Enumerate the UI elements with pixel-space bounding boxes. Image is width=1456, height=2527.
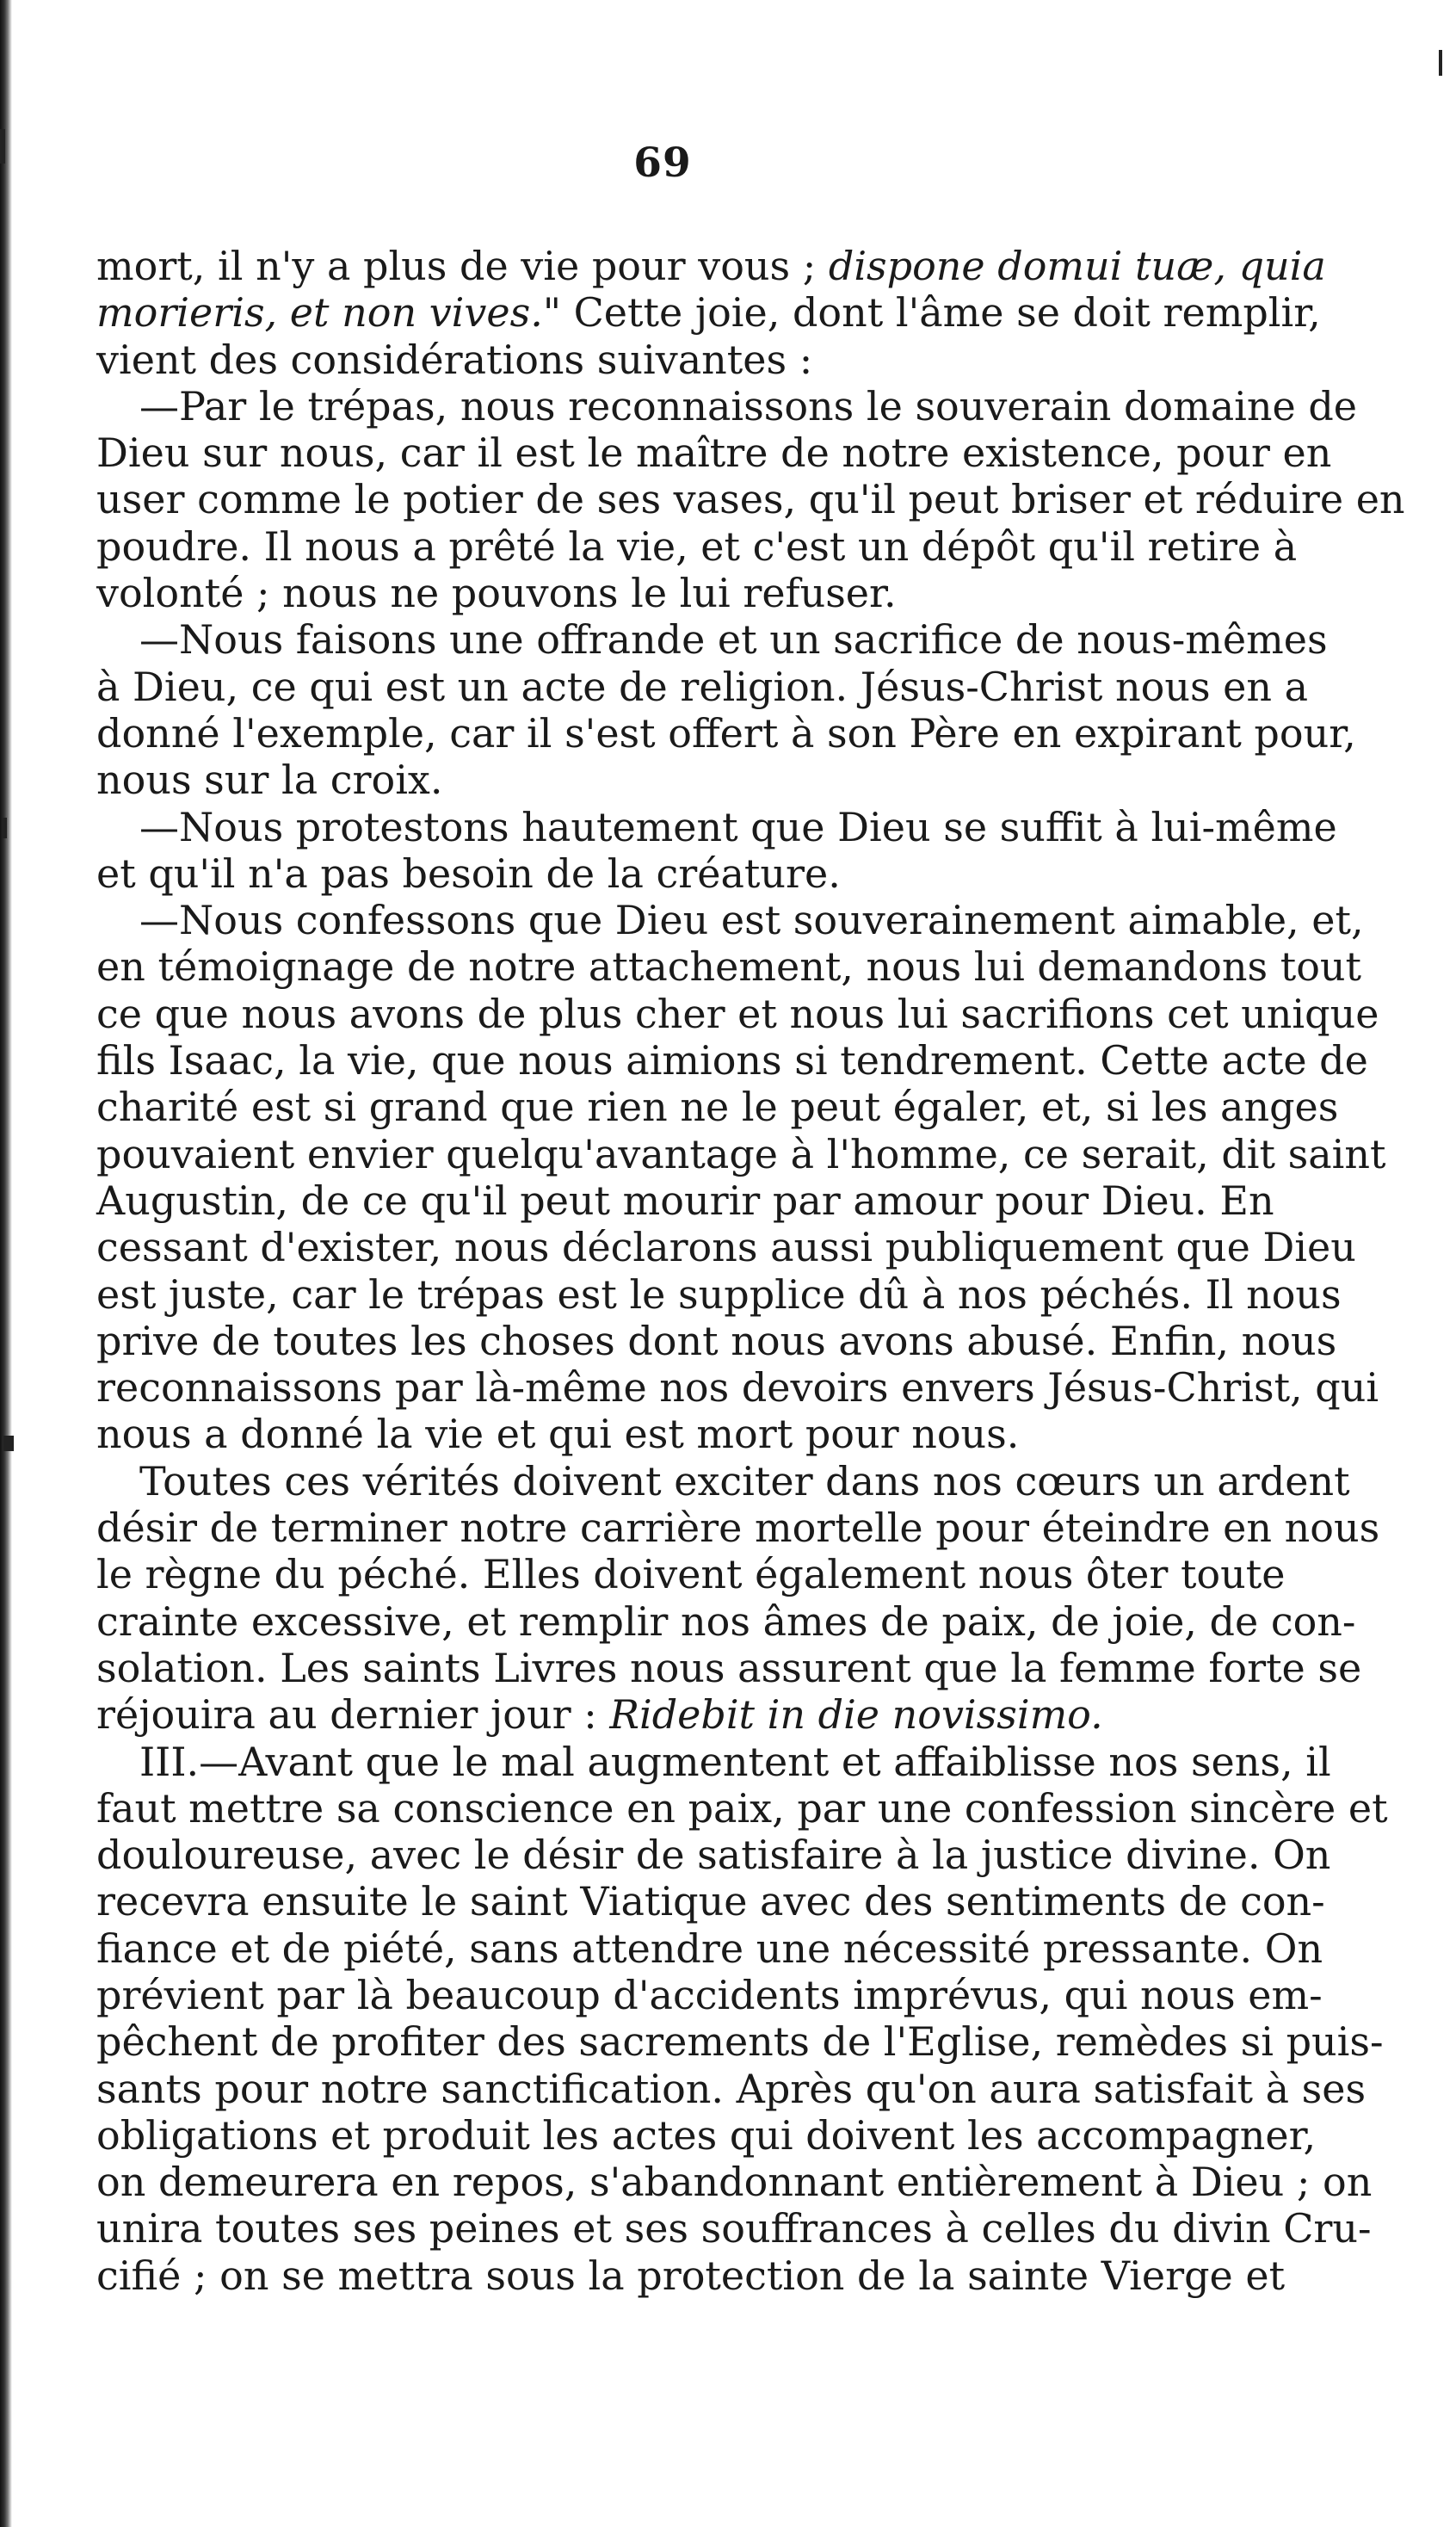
text-line: douloureuse, avec le désir de satisfaire à la justice divine. On bbox=[96, 1832, 1331, 1879]
text-line: nous a donné la vie et qui est mort pour nous. bbox=[96, 1411, 1020, 1458]
text-line: vient des considérations suivantes : bbox=[96, 336, 813, 383]
text-line: prévient par là beaucoup d'accidents imprévus, qui nous em- bbox=[96, 1971, 1323, 2018]
text-line: prive de toutes les choses dont nous avons abusé. Enfin, nous bbox=[96, 1317, 1337, 1364]
text-line: crainte excessive, et remplir nos âmes de paix, de joie, de con- bbox=[96, 1597, 1356, 1645]
edge-mark bbox=[2, 818, 7, 838]
text-line: —Nous faisons une offrande et un sacrifice de nous-mêmes bbox=[139, 616, 1328, 664]
text-line: fils Isaac, la vie, que nous aimions si tendrement. Cette acte de bbox=[96, 1037, 1368, 1084]
text-line: obligations et produit les actes qui doivent les accompagner, bbox=[96, 2111, 1317, 2159]
text-line: Augustin, de ce qu'il peut mourir par amour pour Dieu. En bbox=[96, 1177, 1274, 1224]
text-line: désir de terminer notre carrière mortelle pour éteindre en nous bbox=[96, 1504, 1380, 1552]
text-line: —Nous protestons hautement que Dieu se suffit à lui-même bbox=[139, 803, 1337, 850]
text-line: réjouira au dernier jour : Ridebit in die novissimo. bbox=[96, 1691, 1103, 1739]
text-line: pêchent de profiter des sacrements de l'Eglise, remèdes si puis- bbox=[96, 2018, 1384, 2066]
text-line: à Dieu, ce qui est un acte de religion. Jésus-Christ nous en a bbox=[96, 663, 1309, 710]
text-line: on demeurera en repos, s'abandonnant entièrement à Dieu ; on bbox=[96, 2159, 1373, 2206]
text-line: et qu'il n'a pas besoin de la créature. bbox=[96, 850, 841, 897]
text-line: faut mettre sa conscience en paix, par une confession sincère et bbox=[96, 1784, 1388, 1832]
edge-mark bbox=[1439, 50, 1442, 76]
text-line: unira toutes ses peines et ses souffrances à celles du divin Cru- bbox=[96, 2205, 1372, 2252]
body-text bbox=[96, 243, 1405, 2299]
text-line: est juste, car le trépas est le supplice dû à nos péchés. Il nous bbox=[96, 1270, 1342, 1318]
text-line: pouvaient envier quelqu'avantage à l'homme, ce serait, dit saint bbox=[96, 1130, 1386, 1177]
text-line: fiance et de piété, sans attendre une nécessité pressante. On bbox=[96, 1925, 1323, 1972]
text-line: —Nous confessons que Dieu est souverainement aimable, et, bbox=[139, 897, 1364, 944]
text-line: poudre. Il nous a prêté la vie, et c'est un dépôt qu'il retire à bbox=[96, 522, 1298, 570]
edge-mark bbox=[3, 1436, 14, 1451]
text-line: mort, il n'y a plus de vie pour vous ; dispone domui tuæ, quia bbox=[96, 243, 1326, 289]
page-left-edge-shadow bbox=[0, 0, 12, 2527]
text-line: cifié ; on se mettra sous la protection de la sainte Vierge et bbox=[96, 2252, 1286, 2299]
text-line: le règne du péché. Elles doivent également nous ôter toute bbox=[96, 1551, 1286, 1598]
text-line: sants pour notre sanctification. Après qu'on aura satisfait à ses bbox=[96, 2065, 1367, 2112]
text-line: nous sur la croix. bbox=[96, 757, 443, 804]
text-line: III.—Avant que le mal augmentent et affaiblisse nos sens, il bbox=[139, 1738, 1331, 1785]
text-line: —Par le trépas, nous reconnaissons le souverain domaine de bbox=[139, 382, 1357, 429]
text-line: cessant d'exister, nous déclarons aussi publiquement que Dieu bbox=[96, 1224, 1356, 1271]
text-line: recevra ensuite le saint Viatique avec des sentiments de con- bbox=[96, 1878, 1325, 1925]
text-line: solation. Les saints Livres nous assurent que la femme forte se bbox=[96, 1644, 1362, 1691]
text-line: reconnaissons par là-même nos devoirs envers Jésus-Christ, qui bbox=[96, 1364, 1379, 1412]
text-line: user comme le potier de ses vases, qu'il peut briser et réduire en bbox=[96, 476, 1405, 523]
text-line: charité est si grand que rien ne le peut égaler, et, si les anges bbox=[96, 1084, 1339, 1131]
text-line: volonté ; nous ne pouvons le lui refuser. bbox=[96, 570, 897, 617]
text-line: Toutes ces vérités doivent exciter dans nos cœurs un ardent bbox=[139, 1457, 1350, 1504]
text-line: morieris, et non vives." Cette joie, dont l'âme se doit remplir, bbox=[96, 289, 1321, 337]
page-number: 69 bbox=[633, 139, 692, 187]
text-line: ce que nous avons de plus cher et nous lui sacrifions cet unique bbox=[96, 990, 1379, 1037]
text-line: en témoignage de notre attachement, nous lui demandons tout bbox=[96, 943, 1362, 991]
text-line: Dieu sur nous, car il est le maître de notre existence, pour en bbox=[96, 429, 1332, 477]
text-line: donné l'exemple, car il s'est offert à son Père en expirant pour, bbox=[96, 709, 1356, 757]
